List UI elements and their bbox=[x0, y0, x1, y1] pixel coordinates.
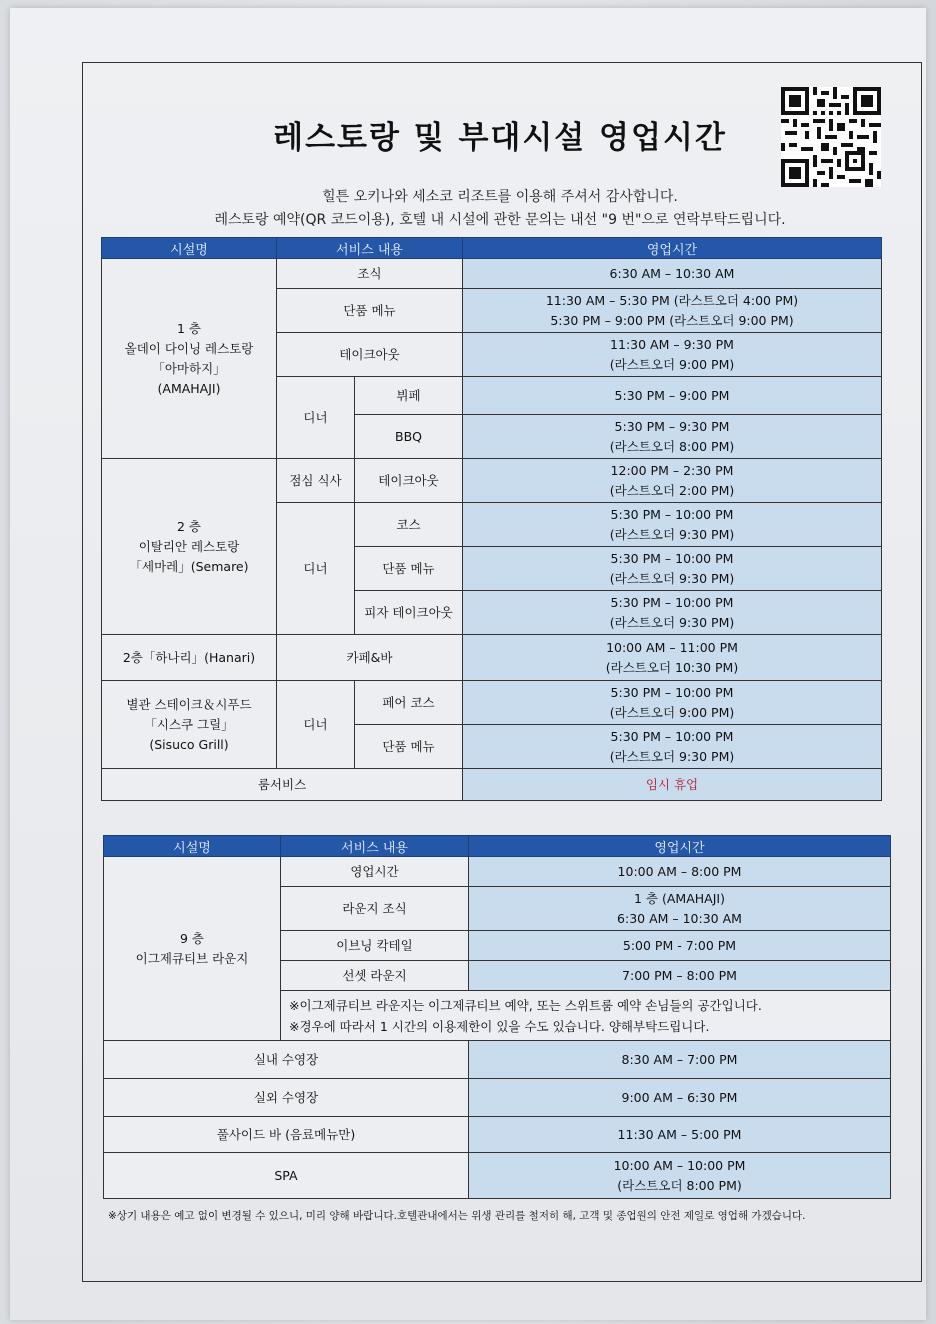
table-row bbox=[102, 769, 882, 801]
hours-cell bbox=[463, 503, 882, 547]
hours-line: (라스트오더 9:30 PM) bbox=[609, 748, 735, 764]
hours-line: 7:00 PM – 8:00 PM bbox=[622, 967, 737, 983]
service-cell: 단품 메뉴 bbox=[355, 547, 463, 591]
hours-cell bbox=[469, 887, 891, 931]
page-title: 레스토랑 및 부대시설 영업시간 bbox=[273, 120, 727, 156]
table-row bbox=[104, 1153, 891, 1199]
service-cell: 라운지 조식 bbox=[281, 887, 469, 931]
hours-line: 5:30 PM – 10:00 PM bbox=[610, 728, 734, 744]
qr-code bbox=[781, 87, 881, 187]
header-hours: 영업시간 bbox=[463, 238, 882, 259]
hours-line: 11:30 AM – 9:30 PM bbox=[610, 336, 734, 352]
facility-sisuco bbox=[102, 681, 277, 769]
table-row bbox=[104, 857, 891, 887]
table-row bbox=[102, 259, 882, 289]
hours-cell bbox=[469, 1153, 891, 1199]
lounge-notes bbox=[281, 991, 891, 1041]
hours-cell bbox=[463, 415, 882, 459]
table-row bbox=[104, 1117, 891, 1153]
table-row bbox=[102, 459, 882, 503]
service-cell: 테이크아웃 bbox=[355, 459, 463, 503]
facility-name-line: 1 층 bbox=[176, 320, 201, 336]
facility-room-service: 룸서비스 bbox=[102, 769, 463, 801]
hours-cell bbox=[469, 1117, 891, 1153]
hours-cell bbox=[463, 259, 882, 289]
facility-hanari: 2층「하나리」(Hanari) bbox=[102, 635, 277, 681]
table-row bbox=[102, 635, 882, 681]
hours-line: 10:00 AM – 10:00 PM bbox=[613, 1157, 746, 1173]
hours-line: 5:30 PM – 10:00 PM bbox=[610, 506, 734, 522]
service-cell: 이브닝 칵테일 bbox=[281, 931, 469, 961]
facility-name-line: 「시스쿠 그릴」 bbox=[144, 716, 234, 732]
header-hours: 영업시간 bbox=[469, 836, 891, 857]
intro-contact: 레스토랑 예약(QR 코드이용), 호텔 내 시설에 관한 문의는 내선 "9 번"으로 연락부탁드립니다. bbox=[214, 212, 786, 228]
hours-cell bbox=[463, 289, 882, 333]
facility-spa: SPA bbox=[104, 1153, 469, 1199]
facility-name-line: 「아마하지」 bbox=[152, 360, 226, 376]
hours-cell bbox=[463, 591, 882, 635]
hours-line: (라스트오더 8:00 PM) bbox=[617, 1177, 742, 1193]
note-line: ※경우에 따라서 1 시간의 이용제한이 있을 수도 있습니다. 양해부탁드립니다. bbox=[289, 1018, 710, 1034]
header-service: 서비스 내용 bbox=[281, 836, 469, 857]
facility-outdoor-pool: 실외 수영장 bbox=[104, 1079, 469, 1117]
service-cell: BBQ bbox=[355, 415, 463, 459]
table-row bbox=[104, 1041, 891, 1079]
service-cell: 단품 메뉴 bbox=[355, 725, 463, 769]
hours-line: 11:30 AM – 5:00 PM bbox=[617, 1126, 742, 1142]
hours-cell bbox=[463, 681, 882, 725]
hours-cell bbox=[469, 961, 891, 991]
hours-line: 5:00 PM - 7:00 PM bbox=[622, 937, 737, 953]
facility-hours-table bbox=[103, 835, 891, 1199]
facility-name-line: (AMAHAJI) bbox=[157, 380, 221, 396]
facility-indoor-pool: 실내 수영장 bbox=[104, 1041, 469, 1079]
hours-cell bbox=[463, 333, 882, 377]
hours-cell bbox=[469, 1079, 891, 1117]
hours-line: (라스트오더 2:00 PM) bbox=[609, 482, 735, 498]
hours-line: (라스트오더 9:30 PM) bbox=[609, 614, 735, 630]
service-group-dinner: 디너 bbox=[277, 377, 355, 459]
hours-line: 8:30 AM – 7:00 PM bbox=[621, 1051, 738, 1067]
note-line: ※이그제큐티브 라운지는 이그제큐티브 예약, 또는 스위트룸 예약 손님들의 공간입니다. bbox=[289, 997, 762, 1013]
service-group-dinner: 디너 bbox=[277, 681, 355, 769]
closed-status: 임시 휴업 bbox=[463, 769, 882, 801]
hours-cell bbox=[469, 1041, 891, 1079]
hours-cell bbox=[463, 725, 882, 769]
hours-cell bbox=[463, 635, 882, 681]
hours-line: 1 층 (AMAHAJI) bbox=[634, 890, 725, 906]
table-row bbox=[104, 1079, 891, 1117]
facility-amahaji bbox=[102, 259, 277, 459]
header-service: 서비스 내용 bbox=[277, 238, 463, 259]
hours-line: 6:30 AM – 10:30 AM bbox=[609, 265, 735, 281]
header-facility: 시설명 bbox=[102, 238, 277, 259]
hours-line: 5:30 PM – 10:00 PM bbox=[610, 684, 734, 700]
service-cell: 뷔페 bbox=[355, 377, 463, 415]
restaurant-hours-table bbox=[101, 237, 882, 801]
service-cell: 코스 bbox=[355, 503, 463, 547]
service-cell: 테이크아웃 bbox=[277, 333, 463, 377]
facility-name-line: 이탈리안 레스토랑 bbox=[138, 538, 240, 554]
hours-line: 5:30 PM – 9:30 PM bbox=[614, 418, 730, 434]
facility-name-line: 9 층 bbox=[179, 930, 204, 946]
hours-line: (라스트오더 9:30 PM) bbox=[609, 526, 735, 542]
header-facility: 시설명 bbox=[104, 836, 281, 857]
facility-name-line: 2 층 bbox=[176, 518, 201, 534]
service-cell: 페어 코스 bbox=[355, 681, 463, 725]
qr-code-icon bbox=[781, 87, 881, 187]
facility-name-line: 「세마레」(Semare) bbox=[129, 558, 249, 574]
service-cell: 선셋 라운지 bbox=[281, 961, 469, 991]
hours-line: 6:30 AM – 10:30 AM bbox=[617, 910, 742, 926]
hours-line: 10:00 AM – 11:00 PM bbox=[606, 639, 738, 655]
hours-line: 5:30 PM – 10:00 PM bbox=[610, 594, 734, 610]
facility-name-line: 올데이 다이닝 레스토랑 bbox=[124, 340, 254, 356]
facility-semare bbox=[102, 459, 277, 635]
service-cell: 피자 테이크아웃 bbox=[355, 591, 463, 635]
hours-line: (라스트오더 9:00 PM) bbox=[609, 704, 735, 720]
hours-cell bbox=[469, 931, 891, 961]
hours-line: (라스트오더 9:30 PM) bbox=[609, 570, 735, 586]
hours-line: (라스트오더 9:00 PM) bbox=[609, 356, 735, 372]
hours-line: 10:00 AM – 8:00 PM bbox=[617, 863, 742, 879]
table-row bbox=[102, 681, 882, 725]
service-group-lunch: 점심 식사 bbox=[277, 459, 355, 503]
service-cell: 영업시간 bbox=[281, 857, 469, 887]
hours-cell bbox=[469, 857, 891, 887]
intro-thanks: 힐튼 오키나와 세소코 리조트를 이용해 주셔서 감사합니다. bbox=[322, 189, 678, 205]
footer-notice: ※상기 내용은 예고 없이 변경될 수 있으니, 미리 양해 바랍니다.호텔관내에서는 위생 관리를 철저히 해, 고객 및 종업원의 안전 제일로 영업해 가겠습니다. bbox=[108, 1210, 806, 1222]
facility-executive-lounge bbox=[104, 857, 281, 1041]
hours-cell bbox=[463, 459, 882, 503]
service-cell: 카페&바 bbox=[277, 635, 463, 681]
table-header-row bbox=[104, 836, 891, 857]
facility-name-line: 별관 스테이크＆시푸드 bbox=[126, 696, 252, 712]
hours-line: (라스트오더 8:00 PM) bbox=[609, 438, 735, 454]
hours-line: 12:00 PM – 2:30 PM bbox=[610, 462, 734, 478]
hours-line: 11:30 AM – 5:30 PM (라스트오더 4:00 PM) bbox=[545, 292, 799, 308]
hours-line: 5:30 PM – 9:00 PM bbox=[614, 387, 730, 403]
service-group-dinner: 디너 bbox=[277, 503, 355, 635]
service-cell: 단품 메뉴 bbox=[277, 289, 463, 333]
hours-line: 5:30 PM – 9:00 PM (라스트오더 9:00 PM) bbox=[550, 312, 794, 328]
table-header-row bbox=[102, 238, 882, 259]
service-cell: 조식 bbox=[277, 259, 463, 289]
hours-cell bbox=[463, 547, 882, 591]
hours-line: 5:30 PM – 10:00 PM bbox=[610, 550, 734, 566]
facility-name-line: 이그제큐티브 라운지 bbox=[135, 950, 249, 966]
facility-poolside-bar: 풀사이드 바 (음료메뉴만) bbox=[104, 1117, 469, 1153]
hours-line: 9:00 AM – 6:30 PM bbox=[621, 1089, 738, 1105]
hours-line: (라스트오더 10:30 PM) bbox=[605, 659, 739, 675]
facility-name-line: (Sisuco Grill) bbox=[149, 736, 229, 752]
hours-cell bbox=[463, 377, 882, 415]
